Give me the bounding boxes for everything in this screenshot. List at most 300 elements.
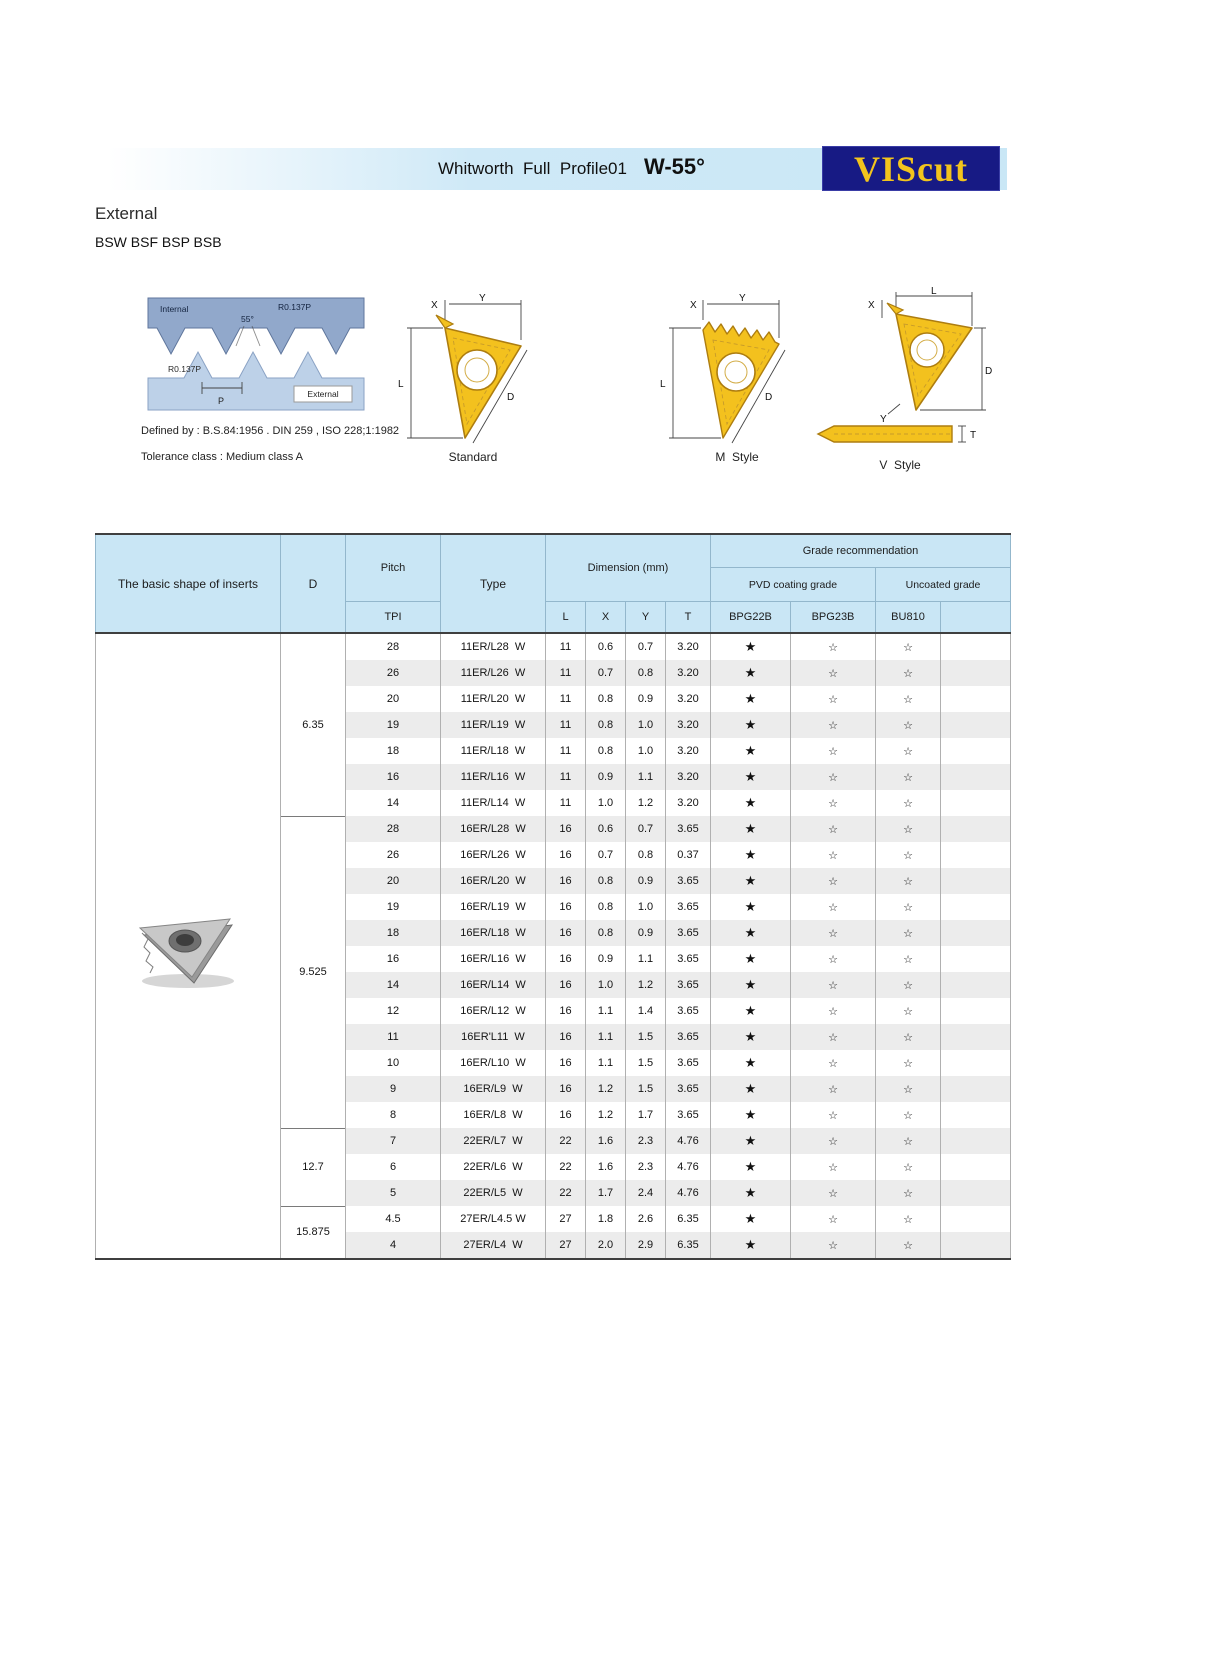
col-l-header: L <box>546 602 586 634</box>
grade-bu810-value: ☆ <box>876 894 941 920</box>
v-style-caption: V Style <box>879 458 921 472</box>
tpi-value: 26 <box>346 842 441 868</box>
insert-photo-cell <box>96 633 281 1259</box>
dim-y-value: 2.6 <box>626 1206 666 1232</box>
grade-bpg22b-value: ★ <box>711 1154 791 1180</box>
tpi-value: 16 <box>346 764 441 790</box>
grade-bpg22b-value: ★ <box>711 816 791 842</box>
grade-bpg23b-value: ☆ <box>791 816 876 842</box>
grade-blank-cell <box>941 660 1011 686</box>
col-blank-header <box>941 602 1011 634</box>
cutting-tip <box>436 315 453 328</box>
col-y-header: Y <box>626 602 666 634</box>
type-value: 11ER/L14 W <box>441 790 546 816</box>
insert-row <box>96 633 1011 660</box>
col-bu810-header: BU810 <box>876 602 941 634</box>
grade-bpg23b-value: ☆ <box>791 1206 876 1232</box>
center-hole <box>717 353 755 391</box>
grade-bpg22b-value: ★ <box>711 1076 791 1102</box>
grade-bpg22b-value: ★ <box>711 738 791 764</box>
grade-blank-cell <box>941 1102 1011 1128</box>
dim-y-label: Y <box>739 293 746 304</box>
dim-t-value: 3.20 <box>666 633 711 660</box>
grade-blank-cell <box>941 998 1011 1024</box>
grade-bpg23b-value: ☆ <box>791 738 876 764</box>
type-value: 11ER/L16 W <box>441 764 546 790</box>
type-value: 16ER/L9 W <box>441 1076 546 1102</box>
dim-x-label: X <box>690 300 697 311</box>
grade-bu810-value: ☆ <box>876 790 941 816</box>
dim-y-value: 1.2 <box>626 972 666 998</box>
dim-l-value: 11 <box>546 712 586 738</box>
dim-t-value: 3.20 <box>666 660 711 686</box>
tpi-value: 12 <box>346 998 441 1024</box>
tpi-value: 28 <box>346 633 441 660</box>
type-value: 27ER/L4 W <box>441 1232 546 1259</box>
dim-t-value: 3.65 <box>666 920 711 946</box>
dim-l-value: 16 <box>546 1024 586 1050</box>
grade-bpg22b-value: ★ <box>711 868 791 894</box>
dim-x-value: 0.7 <box>586 842 626 868</box>
col-x-header: X <box>586 602 626 634</box>
dim-t-value: 3.65 <box>666 868 711 894</box>
dim-x-value: 0.9 <box>586 946 626 972</box>
dim-x-value: 0.8 <box>586 738 626 764</box>
grade-blank-cell <box>941 1154 1011 1180</box>
grade-bpg23b-value: ☆ <box>791 660 876 686</box>
dim-l-value: 22 <box>546 1154 586 1180</box>
col-t-header: T <box>666 602 711 634</box>
section-heading: External <box>95 204 158 223</box>
dim-y-value: 0.8 <box>626 842 666 868</box>
dim-l-value: 16 <box>546 816 586 842</box>
grade-bpg23b-value: ☆ <box>791 1102 876 1128</box>
standard-caption: Standard <box>448 450 498 464</box>
grade-bpg22b-value: ★ <box>711 1024 791 1050</box>
grade-blank-cell <box>941 738 1011 764</box>
col-shape-header: The basic shape of inserts <box>96 534 281 633</box>
m-style-caption: M Style <box>715 450 759 464</box>
grade-bpg22b-value: ★ <box>711 998 791 1024</box>
dim-l-value: 27 <box>546 1206 586 1232</box>
tpi-value: 28 <box>346 816 441 842</box>
dim-x-value: 0.8 <box>586 920 626 946</box>
col-pvd-header: PVD coating grade <box>711 568 876 602</box>
dim-y-value: 0.7 <box>626 816 666 842</box>
dim-y-value: 1.1 <box>626 764 666 790</box>
type-value: 16ER/L8 W <box>441 1102 546 1128</box>
dim-x-value: 0.7 <box>586 660 626 686</box>
grade-bu810-value: ☆ <box>876 946 941 972</box>
dim-x-value: 0.8 <box>586 868 626 894</box>
dim-y-value: 0.8 <box>626 660 666 686</box>
dim-t-value: 3.20 <box>666 738 711 764</box>
grade-blank-cell <box>941 920 1011 946</box>
grade-bu810-value: ☆ <box>876 1232 941 1259</box>
grade-bpg23b-value: ☆ <box>791 972 876 998</box>
grade-bu810-value: ☆ <box>876 1180 941 1206</box>
grade-bpg22b-value: ★ <box>711 1050 791 1076</box>
grade-bpg23b-value: ☆ <box>791 868 876 894</box>
dim-t-value: 3.20 <box>666 790 711 816</box>
dim-y-value: 2.3 <box>626 1154 666 1180</box>
tpi-value: 20 <box>346 686 441 712</box>
v-style-insert-svg <box>804 284 996 456</box>
type-value: 16ER/L28 W <box>441 816 546 842</box>
dim-t-value: 4.76 <box>666 1154 711 1180</box>
dim-t-value: 3.65 <box>666 998 711 1024</box>
dim-y-value: 1.0 <box>626 738 666 764</box>
tpi-value: 4.5 <box>346 1206 441 1232</box>
dim-t-value: 3.20 <box>666 764 711 790</box>
dim-y-value: 1.5 <box>626 1076 666 1102</box>
grade-bpg22b-value: ★ <box>711 1128 791 1154</box>
tpi-value: 4 <box>346 1232 441 1259</box>
grade-bpg23b-value: ☆ <box>791 790 876 816</box>
tpi-value: 5 <box>346 1180 441 1206</box>
grade-bpg23b-value: ☆ <box>791 712 876 738</box>
grade-bu810-value: ☆ <box>876 1206 941 1232</box>
insert-photo <box>126 899 251 991</box>
dim-t-value: 3.65 <box>666 946 711 972</box>
dim-t-value: 3.65 <box>666 1024 711 1050</box>
col-d-header: D <box>281 534 346 633</box>
dim-x-value: 1.0 <box>586 790 626 816</box>
grade-blank-cell <box>941 894 1011 920</box>
dim-l-label: L <box>931 286 937 297</box>
brand-logo-text: VIScut <box>853 148 969 189</box>
tpi-value: 18 <box>346 920 441 946</box>
dim-y-value: 0.9 <box>626 868 666 894</box>
grade-blank-cell <box>941 633 1011 660</box>
grade-bu810-value: ☆ <box>876 660 941 686</box>
type-value: 16ER/L16 W <box>441 946 546 972</box>
dim-y-value: 1.7 <box>626 1102 666 1128</box>
m-style-insert-svg <box>657 288 817 448</box>
angle-label: 55° <box>241 314 254 324</box>
thread-profile-svg <box>138 294 373 414</box>
dim-y-value: 0.9 <box>626 920 666 946</box>
grade-bu810-value: ☆ <box>876 920 941 946</box>
dim-y-value: 1.2 <box>626 790 666 816</box>
dim-x-value: 1.2 <box>586 1102 626 1128</box>
grade-bpg22b-value: ★ <box>711 1206 791 1232</box>
dim-l-value: 16 <box>546 894 586 920</box>
grade-bpg22b-value: ★ <box>711 1102 791 1128</box>
col-tpi-header: TPI <box>346 602 441 634</box>
grade-blank-cell <box>941 1128 1011 1154</box>
grade-bpg23b-value: ☆ <box>791 633 876 660</box>
type-value: 11ER/L19 W <box>441 712 546 738</box>
d-value: 9.525 <box>281 816 346 1128</box>
grade-bpg23b-value: ☆ <box>791 894 876 920</box>
type-value: 16ER'L11 W <box>441 1024 546 1050</box>
grade-blank-cell <box>941 842 1011 868</box>
dim-l-value: 11 <box>546 633 586 660</box>
radius-bottom-label: R0.137P <box>168 364 202 374</box>
d-value: 15.875 <box>281 1206 346 1259</box>
dim-l-value: 16 <box>546 946 586 972</box>
page-title: Whitworth Full Profile01 <box>438 159 627 178</box>
grade-bu810-value: ☆ <box>876 633 941 660</box>
table-body <box>96 633 1011 1259</box>
grade-blank-cell <box>941 816 1011 842</box>
grade-bpg22b-value: ★ <box>711 660 791 686</box>
dim-l-value: 16 <box>546 998 586 1024</box>
tpi-value: 10 <box>346 1050 441 1076</box>
grade-bpg22b-value: ★ <box>711 686 791 712</box>
dim-t-value: 3.65 <box>666 816 711 842</box>
grade-bu810-value: ☆ <box>876 1154 941 1180</box>
dim-x-value: 1.1 <box>586 1024 626 1050</box>
type-value: 11ER/L28 W <box>441 633 546 660</box>
table-header <box>96 534 1011 633</box>
grade-bu810-value: ☆ <box>876 998 941 1024</box>
grade-blank-cell <box>941 1076 1011 1102</box>
grade-bpg23b-value: ☆ <box>791 1180 876 1206</box>
inserts-spec-table <box>95 533 1011 1260</box>
profile-angle-label: W-55° <box>644 154 705 179</box>
dim-x-value: 0.8 <box>586 712 626 738</box>
grade-bu810-value: ☆ <box>876 842 941 868</box>
col-uncoated-header: Uncoated grade <box>876 568 1011 602</box>
grade-bpg22b-value: ★ <box>711 920 791 946</box>
type-value: 16ER/L19 W <box>441 894 546 920</box>
cutting-tip <box>887 303 903 314</box>
dim-y-value: 1.5 <box>626 1050 666 1076</box>
tpi-value: 14 <box>346 972 441 998</box>
grade-bpg23b-value: ☆ <box>791 946 876 972</box>
dim-x-value: 0.6 <box>586 633 626 660</box>
tolerance-note: Tolerance class : Medium class A <box>141 451 304 463</box>
grade-bpg23b-value: ☆ <box>791 686 876 712</box>
grade-bu810-value: ☆ <box>876 712 941 738</box>
col-type-header: Type <box>441 534 546 633</box>
grade-blank-cell <box>941 946 1011 972</box>
grade-bpg23b-value: ☆ <box>791 1050 876 1076</box>
grade-bpg22b-value: ★ <box>711 946 791 972</box>
dim-x-value: 1.1 <box>586 998 626 1024</box>
dim-l-value: 11 <box>546 738 586 764</box>
grade-blank-cell <box>941 868 1011 894</box>
dim-y-value: 1.5 <box>626 1024 666 1050</box>
grade-bpg22b-value: ★ <box>711 633 791 660</box>
col-dimension-header: Dimension (mm) <box>546 534 711 602</box>
dim-l-value: 16 <box>546 868 586 894</box>
grade-bu810-value: ☆ <box>876 1050 941 1076</box>
grade-blank-cell <box>941 686 1011 712</box>
v-style-insert-drawing <box>804 284 996 472</box>
dim-x-value: 1.7 <box>586 1180 626 1206</box>
grade-bpg22b-value: ★ <box>711 764 791 790</box>
thread-series-list: BSW BSF BSP BSB <box>95 234 222 250</box>
dim-l-value: 16 <box>546 842 586 868</box>
dim-y-value: 1.1 <box>626 946 666 972</box>
tpi-value: 26 <box>346 660 441 686</box>
grade-bpg22b-value: ★ <box>711 712 791 738</box>
grade-bu810-value: ☆ <box>876 1076 941 1102</box>
dim-l-value: 22 <box>546 1128 586 1154</box>
dim-x-value: 1.1 <box>586 1050 626 1076</box>
dim-t-value: 4.76 <box>666 1180 711 1206</box>
col-grade-header: Grade recommendation <box>711 534 1011 568</box>
grade-bu810-value: ☆ <box>876 686 941 712</box>
grade-bpg22b-value: ★ <box>711 1232 791 1259</box>
type-value: 16ER/L10 W <box>441 1050 546 1076</box>
dim-l-value: 22 <box>546 1180 586 1206</box>
grade-blank-cell <box>941 1206 1011 1232</box>
grade-bpg22b-value: ★ <box>711 894 791 920</box>
tpi-value: 19 <box>346 894 441 920</box>
grade-bu810-value: ☆ <box>876 1102 941 1128</box>
grade-bpg22b-value: ★ <box>711 1180 791 1206</box>
tpi-value: 6 <box>346 1154 441 1180</box>
dim-y-value: 2.9 <box>626 1232 666 1259</box>
dim-x-value: 1.6 <box>586 1128 626 1154</box>
radius-top-label: R0.137P <box>278 302 312 312</box>
grade-bpg23b-value: ☆ <box>791 1076 876 1102</box>
dim-x-value: 1.6 <box>586 1154 626 1180</box>
grade-bu810-value: ☆ <box>876 868 941 894</box>
grade-bpg23b-value: ☆ <box>791 764 876 790</box>
dim-l-value: 11 <box>546 764 586 790</box>
dim-l-value: 16 <box>546 920 586 946</box>
dim-x-value: 0.9 <box>586 764 626 790</box>
dim-d-label: D <box>985 366 993 377</box>
grade-bpg23b-value: ☆ <box>791 1024 876 1050</box>
dim-x-value: 0.8 <box>586 894 626 920</box>
header-row-1 <box>96 534 1011 568</box>
thread-profile-diagram <box>138 294 373 419</box>
dim-t-value: 4.76 <box>666 1128 711 1154</box>
dim-x-value: 0.8 <box>586 686 626 712</box>
internal-label: Internal <box>160 304 189 314</box>
dim-y-value: 0.7 <box>626 633 666 660</box>
dim-y-label: Y <box>479 293 486 304</box>
tpi-value: 20 <box>346 868 441 894</box>
type-value: 22ER/L5 W <box>441 1180 546 1206</box>
dim-d-label: D <box>507 392 515 403</box>
grade-blank-cell <box>941 790 1011 816</box>
grade-bpg23b-value: ☆ <box>791 998 876 1024</box>
center-hole <box>910 333 944 367</box>
d-value: 6.35 <box>281 633 346 816</box>
tpi-value: 8 <box>346 1102 441 1128</box>
brand-logo <box>822 146 1000 191</box>
grade-blank-cell <box>941 972 1011 998</box>
grade-bpg22b-value: ★ <box>711 790 791 816</box>
standard-insert-drawing <box>388 288 558 464</box>
type-value: 16ER/L12 W <box>441 998 546 1024</box>
dim-y-value: 1.4 <box>626 998 666 1024</box>
standard-insert-svg <box>393 288 553 448</box>
dim-y-value: 1.0 <box>626 712 666 738</box>
grade-blank-cell <box>941 1050 1011 1076</box>
dim-t-value: 3.65 <box>666 972 711 998</box>
type-value: 22ER/L6 W <box>441 1154 546 1180</box>
dim-l-value: 11 <box>546 790 586 816</box>
col-bpg23b-header: BPG23B <box>791 602 876 634</box>
dim-l-value: 16 <box>546 1050 586 1076</box>
dim-l-value: 16 <box>546 972 586 998</box>
pitch-symbol: P <box>218 396 225 406</box>
dim-l-value: 16 <box>546 1076 586 1102</box>
dim-t-value: 3.65 <box>666 1050 711 1076</box>
type-value: 16ER/L20 W <box>441 868 546 894</box>
type-value: 11ER/L26 W <box>441 660 546 686</box>
dim-t-value: 6.35 <box>666 1232 711 1259</box>
dim-t-value: 3.20 <box>666 686 711 712</box>
grade-bpg23b-value: ☆ <box>791 920 876 946</box>
d-value: 12.7 <box>281 1128 346 1206</box>
grade-bu810-value: ☆ <box>876 764 941 790</box>
grade-blank-cell <box>941 1232 1011 1259</box>
dim-x-value: 2.0 <box>586 1232 626 1259</box>
grade-bu810-value: ☆ <box>876 972 941 998</box>
type-value: 16ER/L14 W <box>441 972 546 998</box>
dim-t-value: 0.37 <box>666 842 711 868</box>
grade-bpg23b-value: ☆ <box>791 1154 876 1180</box>
grade-bpg23b-value: ☆ <box>791 1128 876 1154</box>
grade-bpg23b-value: ☆ <box>791 1232 876 1259</box>
dim-l-value: 11 <box>546 660 586 686</box>
type-value: 11ER/L18 W <box>441 738 546 764</box>
type-value: 11ER/L20 W <box>441 686 546 712</box>
col-bpg22b-header: BPG22B <box>711 602 791 634</box>
grade-bu810-value: ☆ <box>876 1128 941 1154</box>
tpi-value: 16 <box>346 946 441 972</box>
type-value: 16ER/L26 W <box>441 842 546 868</box>
grade-blank-cell <box>941 1180 1011 1206</box>
center-hole <box>457 350 497 390</box>
dim-y-value: 2.4 <box>626 1180 666 1206</box>
type-value: 22ER/L7 W <box>441 1128 546 1154</box>
dim-t-value: 3.65 <box>666 1076 711 1102</box>
dim-t-value: 3.20 <box>666 712 711 738</box>
dim-l-value: 16 <box>546 1102 586 1128</box>
dim-d-label: D <box>765 392 773 403</box>
grade-bu810-value: ☆ <box>876 738 941 764</box>
dim-l-value: 27 <box>546 1232 586 1259</box>
dim-t-value: 6.35 <box>666 1206 711 1232</box>
dim-y-value: 2.3 <box>626 1128 666 1154</box>
dim-t-label: T <box>970 430 977 441</box>
dim-y-value: 0.9 <box>626 686 666 712</box>
dim-l-label: L <box>398 379 404 390</box>
dim-x-label: X <box>431 300 438 311</box>
dim-l-label: L <box>660 379 666 390</box>
dim-x-value: 1.0 <box>586 972 626 998</box>
tpi-value: 9 <box>346 1076 441 1102</box>
tpi-value: 14 <box>346 790 441 816</box>
grade-blank-cell <box>941 712 1011 738</box>
tpi-value: 18 <box>346 738 441 764</box>
grade-bu810-value: ☆ <box>876 1024 941 1050</box>
dim-x-label: X <box>868 300 875 311</box>
grade-bpg23b-value: ☆ <box>791 842 876 868</box>
m-style-insert-drawing <box>652 288 822 464</box>
dim-x-value: 1.8 <box>586 1206 626 1232</box>
dim-x-value: 1.2 <box>586 1076 626 1102</box>
type-value: 16ER/L18 W <box>441 920 546 946</box>
col-pitch-header: Pitch <box>346 534 441 602</box>
dim-y-value: 1.0 <box>626 894 666 920</box>
dim-l-value: 11 <box>546 686 586 712</box>
grade-bu810-value: ☆ <box>876 816 941 842</box>
dim-x-value: 0.6 <box>586 816 626 842</box>
dim-t-value: 3.65 <box>666 1102 711 1128</box>
photo-hole-inner <box>176 934 194 946</box>
